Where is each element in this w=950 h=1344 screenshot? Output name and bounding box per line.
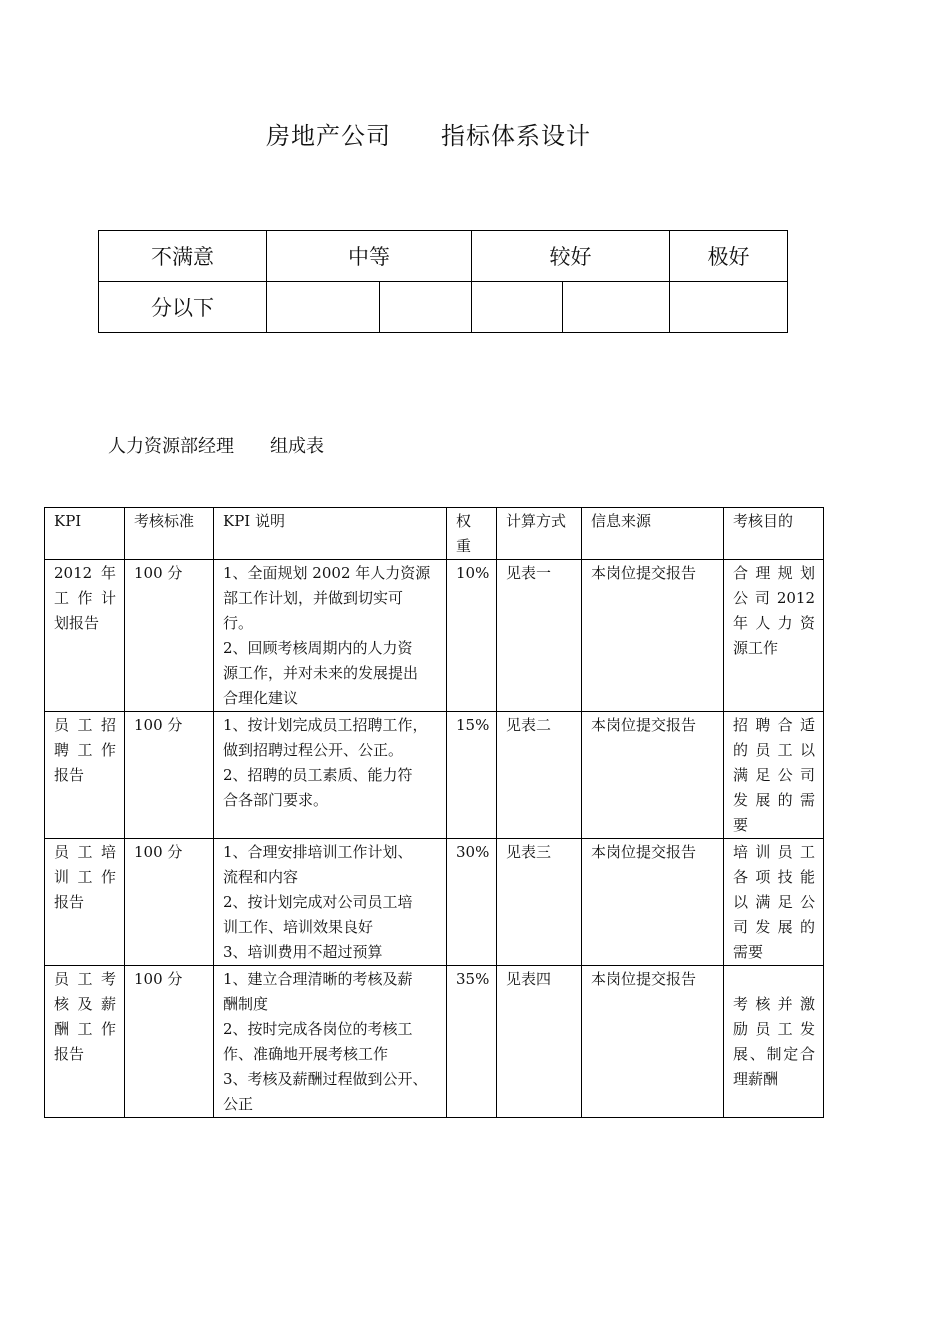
kpi-name-cell	[45, 712, 125, 839]
desc-line: 1、建立合理清晰的考核及薪	[223, 970, 413, 988]
desc-line: 酬制度	[223, 995, 269, 1013]
kpi-name-line: 酬 工 作	[54, 1020, 116, 1038]
desc-line: 2、招聘的员工素质、能力符	[223, 766, 413, 784]
kpi-name-line: 划报告	[54, 614, 100, 632]
kpi-name-line: 员 工 培	[54, 843, 116, 861]
calc-cell: 见表二	[497, 712, 582, 839]
header-source: 信息来源	[582, 508, 724, 560]
grade-cell-empty	[563, 282, 670, 333]
purpose-line: 需要	[733, 943, 764, 961]
source-cell: 本岗位提交报告	[582, 560, 724, 712]
weight-cell: 35%	[447, 966, 497, 1118]
purpose-line: 年 人 力 资	[733, 614, 815, 632]
calc-cell: 见表三	[497, 839, 582, 966]
grade-below-score: 分以下	[99, 282, 267, 333]
calc-cell: 见表一	[497, 560, 582, 712]
kpi-name-cell	[45, 966, 125, 1118]
kpi-name-line: 报告	[54, 1045, 85, 1063]
header-calc: 计算方式	[497, 508, 582, 560]
standard-cell: 100 分	[125, 966, 214, 1118]
header-purpose: 考核目的	[724, 508, 824, 560]
standard-cell: 100 分	[125, 839, 214, 966]
kpi-name-line: 2012 年	[54, 564, 116, 582]
grade-good: 较好	[472, 231, 670, 282]
purpose-line: 司 发 展 的	[733, 918, 815, 936]
grade-excellent: 极好	[670, 231, 788, 282]
purpose-line: 理薪酬	[733, 1070, 779, 1088]
desc-line: 3、考核及薪酬过程做到公开、	[223, 1070, 428, 1088]
table-row	[45, 839, 824, 966]
source-cell: 本岗位提交报告	[582, 712, 724, 839]
kpi-name-line: 员 工 招	[54, 716, 116, 734]
desc-line: 3、培训费用不超过预算	[223, 943, 383, 961]
kpi-name-line: 训 工 作	[54, 868, 116, 886]
purpose-cell	[724, 712, 824, 839]
purpose-line: 公 司 2012	[733, 589, 815, 607]
desc-line: 做到招聘过程公开、公正。	[223, 741, 404, 759]
desc-line: 流程和内容	[223, 868, 299, 886]
standard-cell: 100 分	[125, 712, 214, 839]
grade-cell-empty	[267, 282, 380, 333]
desc-cell	[214, 712, 447, 839]
header-kpi: KPI	[45, 508, 125, 560]
purpose-line: 培 训 员 工	[733, 843, 815, 861]
purpose-line: 励 员 工 发	[733, 1020, 815, 1038]
title-right: 指标体系设计	[441, 122, 591, 150]
source-cell: 本岗位提交报告	[582, 839, 724, 966]
desc-line: 公正	[223, 1095, 254, 1113]
kpi-header-row	[45, 508, 824, 560]
purpose-line: 各 项 技 能	[733, 868, 815, 886]
purpose-line: 发 展 的 需	[733, 791, 815, 809]
desc-cell	[214, 966, 447, 1118]
desc-line: 1、全面规划 2002 年人力资源	[223, 564, 431, 582]
header-weight-line1: 权	[456, 512, 472, 530]
kpi-name-cell	[45, 560, 125, 712]
standard-cell: 100 分	[125, 560, 214, 712]
purpose-line: 考 核 并 激	[733, 995, 815, 1013]
section-subtitle	[108, 432, 324, 458]
desc-cell	[214, 839, 447, 966]
grade-header-row	[99, 231, 788, 282]
desc-line: 行。	[223, 614, 254, 632]
desc-line: 2、回顾考核周期内的人力资	[223, 639, 413, 657]
purpose-cell	[724, 839, 824, 966]
purpose-cell	[724, 966, 824, 1118]
subtitle-left: 人力资源部经理	[108, 436, 234, 457]
desc-line: 部工作计划，并做到切实可	[223, 589, 404, 607]
purpose-line: 的 员 工 以	[733, 741, 815, 759]
desc-line: 作、准确地开展考核工作	[223, 1045, 389, 1063]
desc-line: 合理化建议	[223, 689, 299, 707]
desc-line: 1、按计划完成员工招聘工作，	[223, 716, 428, 734]
grade-cell-empty	[380, 282, 472, 333]
weight-cell: 15%	[447, 712, 497, 839]
kpi-name-line: 聘 工 作	[54, 741, 116, 759]
kpi-name-line: 报告	[54, 893, 85, 911]
header-weight	[447, 508, 497, 560]
table-row	[45, 560, 824, 712]
desc-line: 训工作、培训效果良好	[223, 918, 374, 936]
grade-medium: 中等	[267, 231, 472, 282]
header-standard: 考核标准	[125, 508, 214, 560]
table-row	[45, 966, 824, 1118]
table-row	[45, 712, 824, 839]
kpi-name-line: 工 作 计	[54, 589, 116, 607]
purpose-line: 源工作	[733, 639, 779, 657]
grade-table	[98, 230, 788, 333]
subtitle-right: 组成表	[270, 436, 324, 457]
purpose-line: 展、制定合	[733, 1045, 815, 1063]
purpose-line: 以 满 足 公	[733, 893, 815, 911]
purpose-line: 要	[733, 816, 749, 834]
purpose-line: 满 足 公 司	[733, 766, 815, 784]
kpi-name-cell	[45, 839, 125, 966]
desc-cell	[214, 560, 447, 712]
kpi-name-line: 员 工 考	[54, 970, 116, 988]
desc-line: 2、按计划完成对公司员工培	[223, 893, 413, 911]
calc-cell: 见表四	[497, 966, 582, 1118]
weight-cell: 30%	[447, 839, 497, 966]
title-left: 房地产公司	[266, 122, 391, 150]
weight-cell: 10%	[447, 560, 497, 712]
page-title	[266, 116, 591, 151]
grade-cell-empty	[472, 282, 563, 333]
source-cell: 本岗位提交报告	[582, 966, 724, 1118]
kpi-name-line: 核 及 薪	[54, 995, 116, 1013]
desc-line: 源工作，并对未来的发展提出	[223, 664, 419, 682]
purpose-line: 招 聘 合 适	[733, 716, 815, 734]
grade-score-row	[99, 282, 788, 333]
kpi-name-line: 报告	[54, 766, 85, 784]
grade-cell-empty	[670, 282, 788, 333]
grade-unsatisfied: 不满意	[99, 231, 267, 282]
kpi-table	[44, 507, 824, 1118]
desc-line: 2、按时完成各岗位的考核工	[223, 1020, 413, 1038]
purpose-line	[733, 967, 815, 992]
header-desc: KPI 说明	[214, 508, 447, 560]
purpose-cell	[724, 560, 824, 712]
desc-line: 合各部门要求。	[223, 791, 329, 809]
header-weight-line2: 重	[456, 537, 472, 555]
purpose-line: 合 理 规 划	[733, 564, 815, 582]
desc-line: 1、合理安排培训工作计划、	[223, 843, 413, 861]
